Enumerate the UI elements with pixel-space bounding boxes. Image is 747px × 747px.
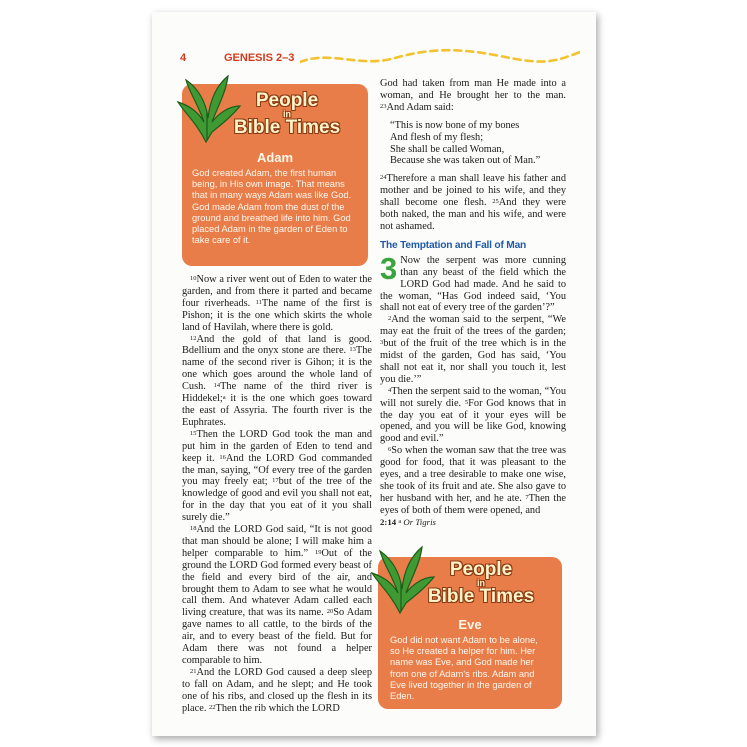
verse-number: 19 xyxy=(314,548,322,556)
verse-text: And the LORD God said, “It is not good that man should be alone; I will make him a helper comparable to him.” xyxy=(182,524,372,559)
verse-text: And they were both naked, the man and his wife, and were not ashamed. xyxy=(380,197,566,232)
verse-text: Then the eyes of both of them were opened, and xyxy=(380,492,566,516)
verse-text: The name of the first is Pishon; it is the one which skirts the whole land of Havilah, where there is gold. xyxy=(182,297,373,333)
page-header xyxy=(180,52,590,68)
verse-text: Then the rib which the LORD xyxy=(215,702,340,714)
verse-text: Then the LORD God took the man and put him in the garden of Eden to tend and keep it. xyxy=(182,428,372,464)
verse-text: God had taken from man He made into a woman, and He brought her to the man. xyxy=(380,78,566,101)
card-heading xyxy=(212,92,362,137)
verse-text: but of the fruit of the tree which is in the midst of the garden, God has said, ‘You shall not eat it, nor shall you touch it, lest you die.’” xyxy=(380,338,566,385)
verse-number: 6 xyxy=(388,446,392,454)
footnote-marker[interactable]: a xyxy=(222,394,226,402)
people-in-bible-times-card-eve xyxy=(378,557,562,709)
verse-text: but of the tree of the knowledge of good and evil you shall not eat, for in the day that you eat of it you shall surely die.” xyxy=(182,476,372,524)
verse-number: 18 xyxy=(190,525,197,533)
verse-text: So when the woman saw that the tree was good for food, that it was pleasant to the eyes, and a tree desirable to make one wise, she took of its fruit and ate. She also gave to her husband with her, and he ate. xyxy=(380,445,566,504)
card-person-name: Adam xyxy=(256,150,294,165)
verse-number: 4 xyxy=(388,386,392,394)
verse-number: 10 xyxy=(190,275,197,282)
verse-text: And Adam said: xyxy=(386,101,454,113)
section-heading: The Temptation and Fall of Man xyxy=(380,239,527,251)
card-heading-in: in xyxy=(477,578,485,588)
footnote-reference: 2:14 xyxy=(380,516,397,527)
card-person-name: Eve xyxy=(458,617,482,632)
verse-number: 14 xyxy=(213,382,221,390)
poem-line: “This is now bone of my bones xyxy=(390,119,520,131)
poem-block xyxy=(390,120,566,168)
verse-number: 15 xyxy=(190,429,197,437)
poem-line: She shall be called Woman, xyxy=(390,143,505,155)
scripture-column-left xyxy=(182,274,372,715)
verse-text: The name of the second river is Gihon; it is the one which goes around the whole land of Cush. xyxy=(182,345,372,393)
verse-number: 24 xyxy=(380,174,387,182)
card-heading xyxy=(406,561,556,606)
verse-text: And the woman said to the serpent, “We may eat the fruit of the trees of the garden; xyxy=(380,314,566,338)
verse-text: And the LORD God commanded the man, saying, “Of every tree of the garden you may freely eat; xyxy=(182,452,372,488)
card-heading-bible-times: Bible Times xyxy=(233,117,341,138)
card-body-text: God did not want Adam to be alone, so He created a helper for him. Her name was Eve, and God made her from one of Adam's ribs. Adam and Eve lived together in the garden of Eden. xyxy=(390,635,538,702)
card-heading-people: People xyxy=(449,559,513,580)
verse-number: 21 xyxy=(190,667,197,675)
verse-text: And the LORD God caused a deep sleep to fall on Adam, and he slept; and He took one of his ribs, and closed up the flesh in its place. xyxy=(182,666,372,714)
verse-number: 5 xyxy=(464,398,469,406)
people-in-bible-times-card-adam xyxy=(182,84,368,266)
verse-text: Then the serpent said to the woman, “You will not surely die. xyxy=(380,385,566,409)
card-heading-people: People xyxy=(255,90,319,111)
verse-number: 20 xyxy=(326,608,334,616)
verse-text: Now a river went out of Eden to water the garden, and from there it parted and became four riverheads. xyxy=(182,274,372,309)
card-body-text: God created Adam, the first human being, in His own image. That means that in many ways Adam was like God. God made Adam from the dust of the ground and breathed life into him. God placed Adam in the garden of Eden to take care of it. xyxy=(192,168,352,246)
page-number: 4 xyxy=(180,52,187,64)
verse-text: The name of the third river is Hiddekel; xyxy=(182,381,372,405)
poem-line: And flesh of my flesh; xyxy=(390,131,484,143)
verse-text: Therefore a man shall leave his father and mother and be joined to his wife, and they shall become one flesh. xyxy=(380,173,566,209)
verse-text: Now the serpent was more cunning than any beast of the field which the LORD God had made. And he said to the woman, “Has God indeed said, ‘You shall not eat of every tree of the garden’?” xyxy=(380,254,566,314)
verse-text: For God knows that in the day you eat of it your eyes will be opened, and you will be like God, knowing good and evil.” xyxy=(380,397,566,445)
bible-page xyxy=(152,12,596,736)
footnote-marker: a xyxy=(398,517,402,525)
verse-number: 2 xyxy=(388,315,392,323)
scripture-column-right xyxy=(380,78,566,529)
verse-number: 3 xyxy=(380,339,384,347)
verse-number: 16 xyxy=(219,453,226,461)
card-heading-in: in xyxy=(283,109,291,119)
verse-number: 25 xyxy=(492,198,499,206)
verse-number: 23 xyxy=(380,102,387,110)
chapter-number: 3 xyxy=(380,250,398,286)
verse-text: Out of the ground the LORD God formed every beast of the field and every bird of the air, and brought them to Adam to see what he would call them. And whatever Adam called each living creature, that was its name. xyxy=(182,547,372,619)
verse-number: 7 xyxy=(525,493,529,501)
verse-text: And the gold of that land is good. Bdellium and the onyx stone are there. xyxy=(182,333,372,357)
verse-text: it is the one which goes toward the east of Assyria. The fourth river is the Euphrates. xyxy=(182,393,372,428)
verse-text: So Adam gave names to all cattle, to the birds of the air, and to every beast of the field. But for Adam there was not found a helper comparable to him. xyxy=(182,607,372,666)
decorative-dashed-wave xyxy=(300,46,580,70)
verse-number: 11 xyxy=(255,298,262,306)
running-head: GENESIS 2–3 xyxy=(224,52,295,64)
verse-number: 13 xyxy=(349,346,356,354)
footnote-text: Or Tigris xyxy=(403,516,436,527)
verse-number: 17 xyxy=(272,477,279,485)
poem-line: Because she was taken out of Man.” xyxy=(390,155,541,167)
verse-number: 22 xyxy=(209,703,216,711)
card-heading-bible-times: Bible Times xyxy=(427,586,535,607)
verse-number: 12 xyxy=(190,334,197,342)
footnote xyxy=(380,517,566,529)
